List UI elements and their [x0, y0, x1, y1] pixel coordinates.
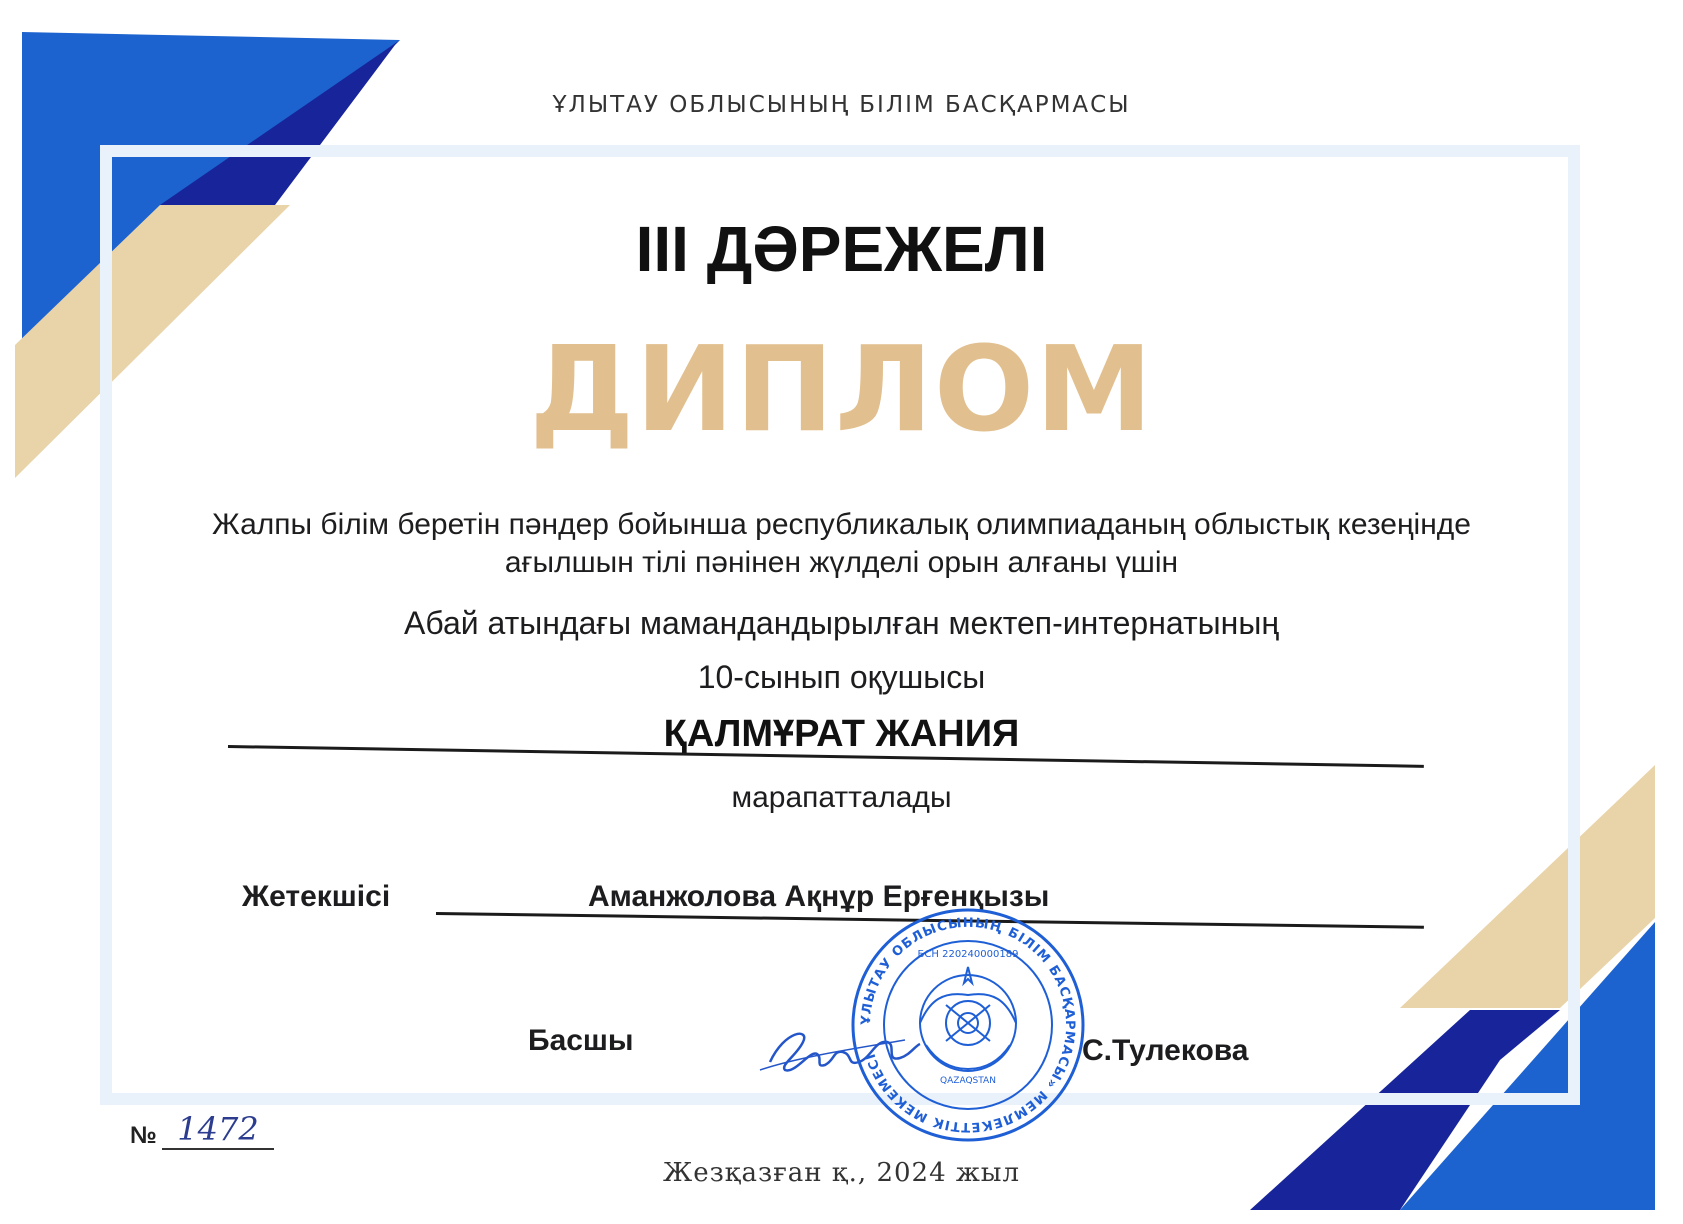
awarded-text: марапатталады — [731, 781, 952, 814]
serial-number-label: № — [130, 1122, 157, 1149]
official-stamp — [848, 905, 1088, 1145]
supervisor-label: Жетекшісі — [242, 880, 391, 913]
stamp-emblem-text: QAZAQSTAN — [940, 1076, 996, 1086]
stamp-ring-text: ҰЛЫТАУ ОБЛЫСЫНЫҢ БІЛІМ БАСҚАРМАСЫ» МЕМЛЕКЕТТІК МЕКЕМЕСІ — [858, 915, 1078, 1135]
school-name: Абай атындағы мамандандырылған мектеп-интернатының — [404, 605, 1279, 641]
diploma-title: ДИПЛОМ — [529, 320, 1154, 458]
reason-line-1: Жалпы білім беретін пәндер бойынша республикалық олимпиаданың облыстық кезеңінде — [212, 508, 1471, 541]
student-name: ҚАЛМҰРАТ ЖАНИЯ — [663, 713, 1020, 755]
head-label: Басшы — [528, 1024, 634, 1057]
supervisor-name: Аманжолова Ақнұр Ерғенқызы — [588, 880, 1050, 913]
degree-heading: III ДӘРЕЖЕЛІ — [635, 213, 1048, 285]
reason-line-2: ағылшын тілі пәнінен жүлделі орын алғаны үшін — [504, 546, 1179, 579]
place-and-year: Жезқазған қ., 2024 жыл — [662, 1158, 1021, 1188]
serial-number-value: 1472 — [162, 1110, 274, 1150]
issuer-title: ҰЛЫТАУ ОБЛЫСЫНЫҢ БІЛІМ БАСҚАРМАСЫ — [552, 92, 1131, 118]
stamp-bin: БСН 220240000189 — [917, 949, 1019, 960]
head-name: С.Тулекова — [1082, 1034, 1249, 1067]
state-emblem-icon — [920, 967, 1016, 1071]
student-grade: 10-сынып оқушысы — [697, 659, 986, 695]
